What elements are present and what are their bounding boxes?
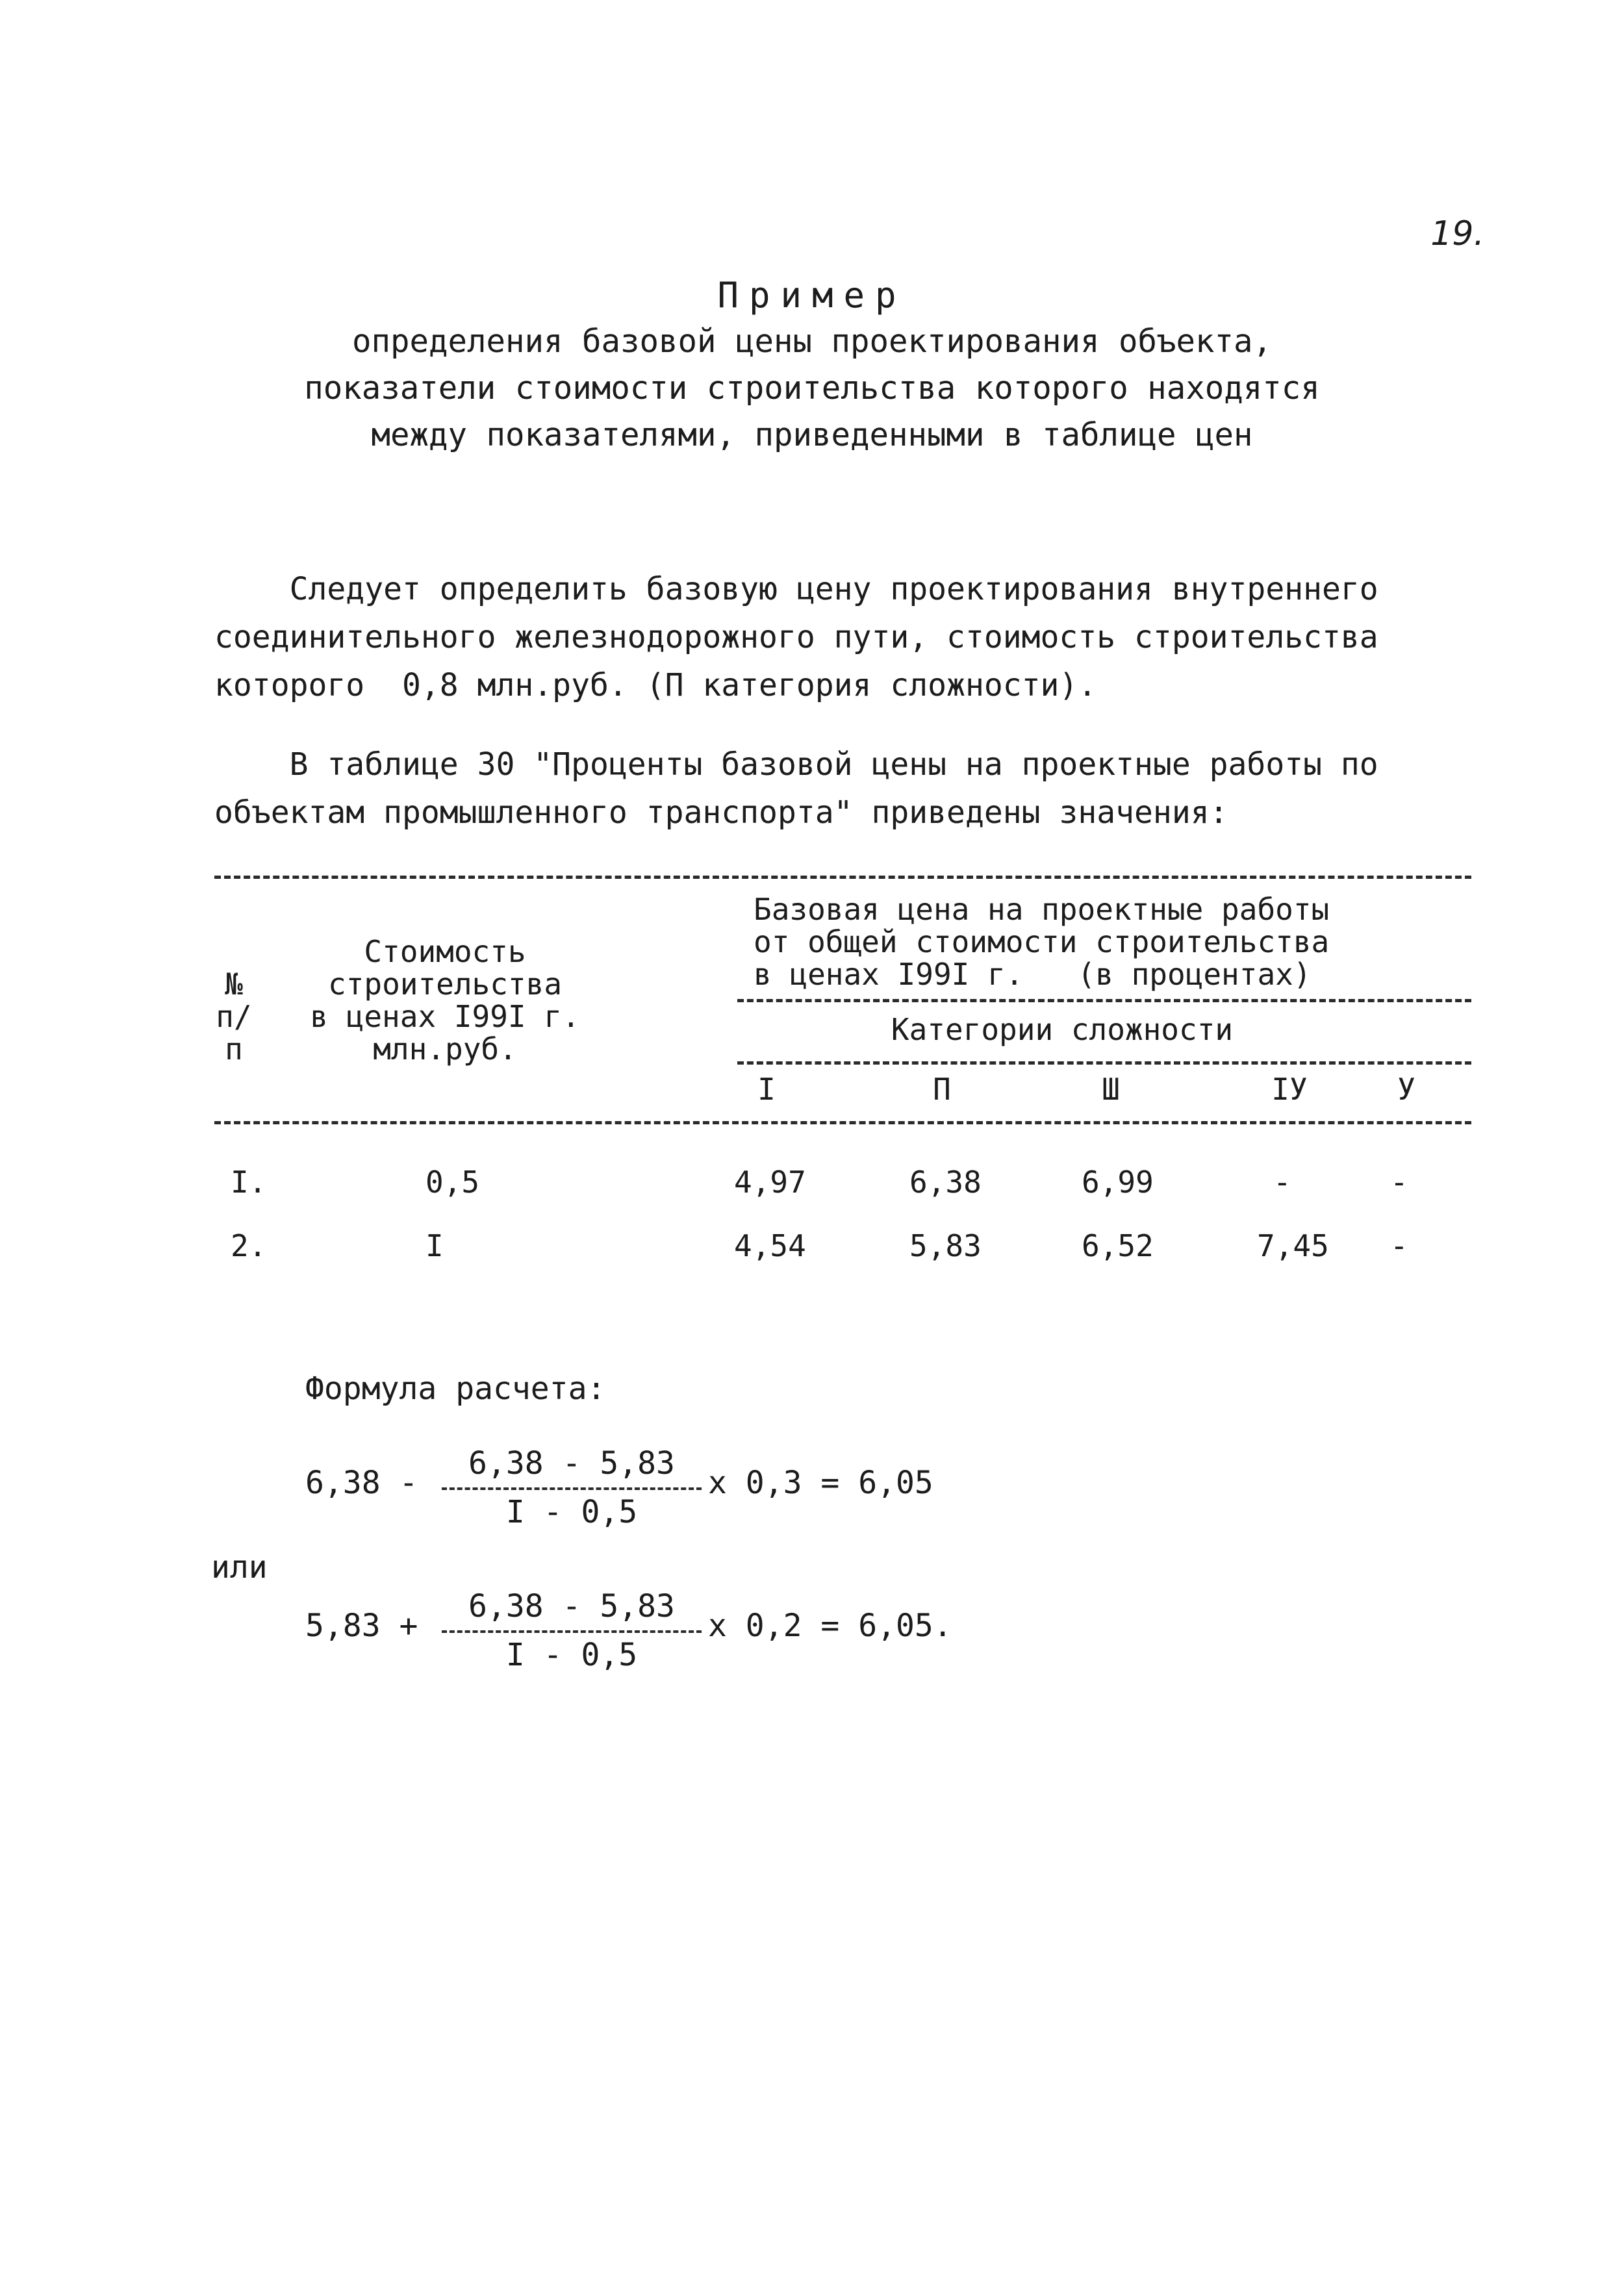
- table-top-rule: [214, 876, 1471, 879]
- category-5: У: [1397, 1072, 1415, 1107]
- formula-1-fraction-bar: [442, 1487, 702, 1490]
- title-block: [195, 273, 1429, 459]
- row-cost: 0,5: [425, 1165, 480, 1200]
- formula-1-denominator: I - 0,5: [505, 1494, 638, 1530]
- formula-label: Формула расчета:: [305, 1371, 606, 1407]
- category-1: I: [757, 1072, 776, 1107]
- row-value-cat1: 4,97: [734, 1165, 806, 1200]
- formula-1-prefix: 6,38 -: [305, 1465, 418, 1501]
- row-value-cat1: 4,54: [734, 1228, 806, 1263]
- formula-1-suffix: x 0,3 = 6,05: [708, 1465, 933, 1501]
- category-2: П: [933, 1072, 951, 1107]
- row-value-cat3: 6,52: [1082, 1228, 1154, 1263]
- row-value-cat5: -: [1390, 1228, 1408, 1263]
- header-base-price: Базовая цена на проектные работы от общей стоимости строительства в ценах I99I г. (в процентах): [754, 892, 1330, 992]
- category-4: IУ: [1271, 1072, 1308, 1107]
- header-row-number: № п/п: [216, 967, 252, 1067]
- row-number: I.: [231, 1165, 267, 1200]
- row-cost: I: [425, 1228, 444, 1263]
- formula-2-suffix: x 0,2 = 6,05.: [708, 1608, 952, 1644]
- formula-2-denominator: I - 0,5: [505, 1637, 638, 1673]
- header-categories: Категории сложности: [891, 1012, 1234, 1047]
- row-value-cat3: 6,99: [1082, 1165, 1154, 1200]
- header-cost: Стоимость строительства в ценах I99I г. млн.руб.: [310, 934, 580, 1067]
- document-title: Пример: [717, 275, 907, 316]
- paragraph-table-ref: В таблице 30 "Проценты базовой цены на проектные работы по объектам промышленного транспорта" приведены значения:: [214, 746, 1378, 831]
- formula-1-numerator: 6,38 - 5,83: [468, 1445, 675, 1482]
- table-header-bottom-rule: [214, 1121, 1471, 1124]
- formula-2-numerator: 6,38 - 5,83: [468, 1588, 675, 1624]
- category-3: Ш: [1102, 1072, 1120, 1107]
- row-value-cat4: -: [1273, 1165, 1291, 1200]
- table-header-rule-2: [737, 1061, 1471, 1065]
- formula-2-fraction-bar: [442, 1630, 702, 1633]
- formula-or: или: [211, 1549, 268, 1586]
- row-value-cat4: 7,45: [1257, 1228, 1329, 1263]
- row-number: 2.: [231, 1228, 267, 1263]
- paragraph-task: Следует определить базовую цену проектирования внутреннего соединительного железнодорожного пути, стоимость строительства которого 0,8 млн.руб. (П категория сложности).: [214, 571, 1378, 703]
- row-value-cat5: -: [1390, 1165, 1408, 1200]
- row-value-cat2: 6,38: [909, 1165, 982, 1200]
- document-subtitle: определения базовой цены проектирования объекта, показатели стоимости строительства которого находятся между показателями, приведенными в таблице цен: [304, 323, 1320, 453]
- row-value-cat2: 5,83: [909, 1228, 982, 1263]
- formula-2-prefix: 5,83 +: [305, 1608, 418, 1644]
- page-number: 19.: [1430, 214, 1484, 253]
- table-header-rule-1: [737, 999, 1471, 1002]
